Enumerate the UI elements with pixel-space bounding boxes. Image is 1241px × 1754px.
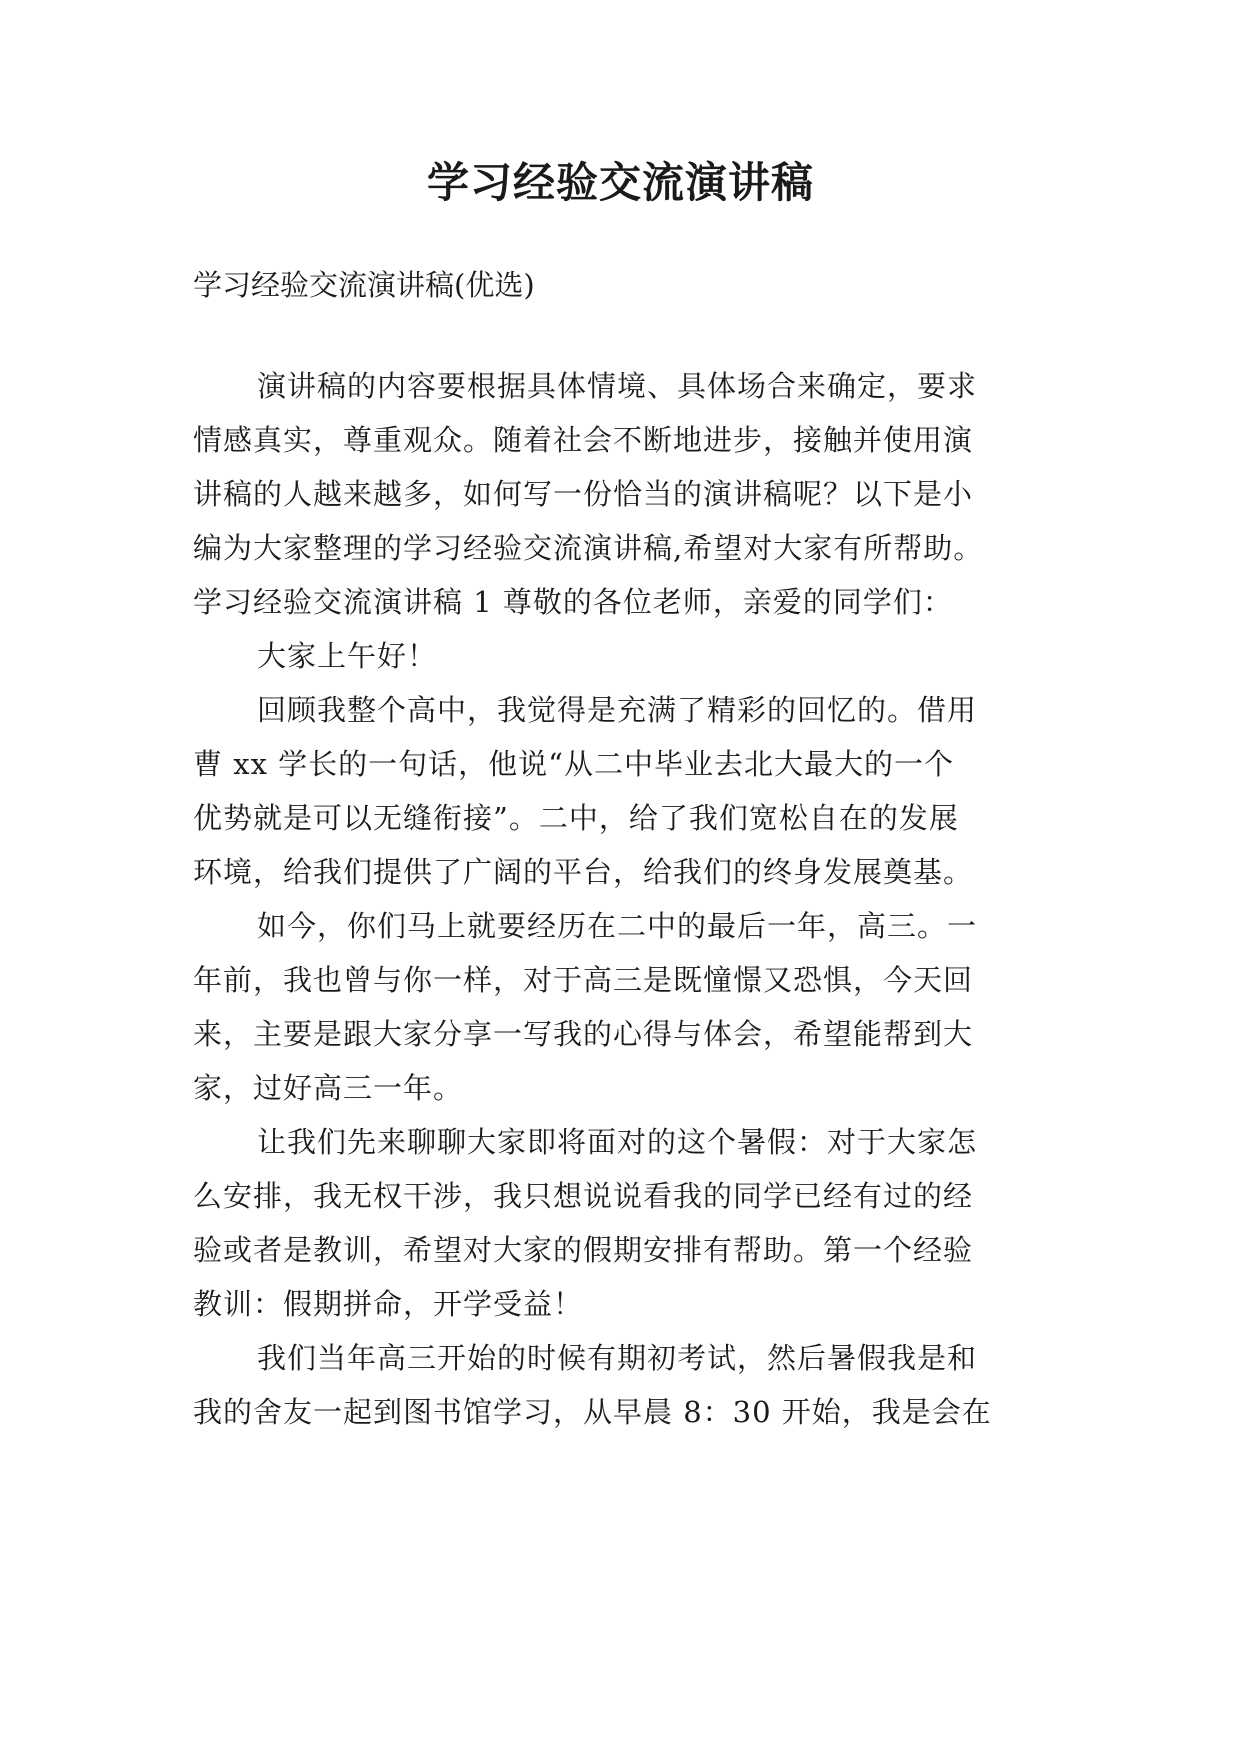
body-line: 我们当年高三开始的时候有期初考试，然后暑假我是和: [257, 1341, 978, 1375]
body-line: 回顾我整个高中，我觉得是充满了精彩的回忆的。借用: [257, 693, 978, 727]
body-line: 环境，给我们提供了广阔的平台，给我们的终身发展奠基。: [193, 855, 974, 889]
body-line: 教训：假期拼命，开学受益！: [193, 1287, 584, 1321]
document-title: 学习经验交流演讲稿: [426, 158, 814, 207]
body-line: 学习经验交流演讲稿 1 尊敬的各位老师，亲爱的同学们：: [193, 585, 953, 619]
body-line: 编为大家整理的学习经验交流演讲稿,希望对大家有所帮助。: [193, 531, 984, 565]
document-subtitle: 学习经验交流演讲稿(优选): [193, 268, 535, 302]
body-line: 情感真实，尊重观众。随着社会不断地进步，接触并使用演: [193, 423, 974, 457]
body-line: 验或者是教训，希望对大家的假期安排有帮助。第一个经验: [193, 1233, 974, 1267]
body-line: 演讲稿的内容要根据具体情境、具体场合来确定，要求: [257, 369, 978, 403]
body-line: 么安排，我无权干涉，我只想说说看我的同学已经有过的经: [193, 1179, 974, 1213]
body-line: 我的舍友一起到图书馆学习，从早晨 8：30 开始，我是会在: [193, 1395, 992, 1429]
body-line: 大家上午好！: [257, 639, 438, 673]
body-line: 年前，我也曾与你一样，对于高三是既憧憬又恐惧，今天回: [193, 963, 974, 997]
body-line: 来，主要是跟大家分享一写我的心得与体会，希望能帮到大: [193, 1017, 974, 1051]
body-line: 曹 xx 学长的一句话，他说“从二中毕业去北大最大的一个: [193, 747, 954, 781]
body-line: 家，过好高三一年。: [193, 1071, 464, 1105]
body-line: 如今，你们马上就要经历在二中的最后一年，高三。一: [257, 909, 978, 943]
body-line: 讲稿的人越来越多，如何写一份恰当的演讲稿呢？以下是小: [193, 477, 974, 511]
body-line: 优势就是可以无缝衔接”。二中，给了我们宽松自在的发展: [193, 801, 959, 835]
body-line: 让我们先来聊聊大家即将面对的这个暑假：对于大家怎: [257, 1125, 978, 1159]
